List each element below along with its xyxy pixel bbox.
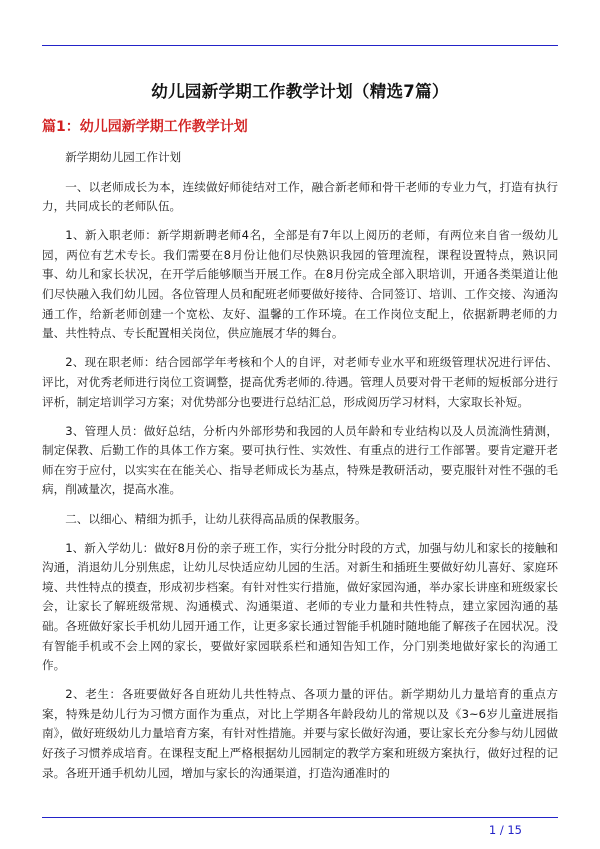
page-number: 1 / 15 [488,823,522,837]
paragraph-5: 二、以细心、精细为抓手，让幼儿获得高品质的保教服务。 [65,511,367,526]
section-title: 篇1：幼儿园新学期工作教学计划 [42,119,248,135]
header-rule [42,45,558,46]
paragraph-3: 2、现在职老师：结合园部学年考核和个人的自评，对老师专业水平和班级管理状况进行评估、评比，对优秀老师进行岗位工资调整，提高优秀老师的.待遇。管理人员要对骨干老师的短板部分进行评析，制定培训学习方案；对优势部分也要进行总结汇总，形成阅历学习材料，大家取长补短。 [42,355,558,409]
paragraph-2: 1、新入职老师：新学期新聘老师4名，全部是有7年以上阅历的老师，有两位来自省一级幼儿园，两位有艺术专长。我们需要在8月份让他们尽快熟识我园的管理流程，课程设置特点，熟识同事、幼儿和家长状况，在开学后能够顺当开展工作。在8月份完成全部入职培训，开通各类渠道让他们尽快融入我们幼儿园。各位管理人员和配班老师要做好接待、合同签订、培训、工作交接、沟通沟通工作，给新老师创建一个宽松、友好、温馨的工作环境。在工作岗位支配上，依据新聘老师的力量、共性特点、专长配置相关岗位，供应施展才华的舞台。 [42,228,558,341]
footer-rule [42,817,558,818]
paragraph-1: 一、以老师成长为本，连续做好师徒结对工作，融合新老师和骨干老师的专业力气，打造有执行力，共同成长的老师队伍。 [42,179,558,214]
document-title: 幼儿园新学期工作教学计划（精选7篇） [151,82,449,101]
paragraph-6: 1、新入学幼儿：做好8月份的亲子班工作，实行分批分时段的方式，加强与幼儿和家长的接触和沟通，消退幼儿分别焦虑，让幼儿尽快适应幼儿园的生活。对新生和插班生要做好幼儿喜好、家庭环境、共性特点的摸查，形成初步档案。有针对性实行措施，做好家园沟通，举办家长讲座和班级家长会，让家长了解班级常规、沟通模式、沟通渠道、老师的专业力量和共性特点，建立家园沟通的基础。各班做好家长手机幼儿园开通工作，让更多家长通过智能手机随时随地能了解孩子在园状况。没有智能手机或不会上网的家长，要做好家园联系栏和通知告知工作，分门别类地做好家长的沟通工作。 [42,540,558,673]
paragraph-4: 3、管理人员：做好总结，分析内外部形势和我园的人员年龄和专业结构以及人员流淌性猜测，制定保教、后勤工作的具体工作方案。要可执行性、实效性、有重点的进行工作部署。要肯定避开老师在穷于应付，以实实在在能关心、指导老师成长为基点，特殊是教研活动，要克服针对性不强的毛病，削减量次，提高水准。 [42,423,558,497]
document-body [42,148,558,793]
subtitle: 新学期幼儿园工作计划 [65,150,182,164]
paragraph-7: 2、老生：各班要做好各自班幼儿共性特点、各项力量的评估。新学期幼儿力量培育的重点方案，特殊是幼儿行为习惯方面作为重点，对比上学期各年龄段幼儿的常规以及《3~6岁儿童进展指南》，做好班级幼儿力量培育方案，有针对性措施。并要与家长做好沟通，要让家长充分参与幼儿园做好孩子习惯养成培育。在课程支配上严格根据幼儿园制定的教学方案和班级方案执行，做好过程的记录。各班开通手机幼儿园，增加与家长的沟通渠道，打造沟通准时的 [42,687,558,780]
